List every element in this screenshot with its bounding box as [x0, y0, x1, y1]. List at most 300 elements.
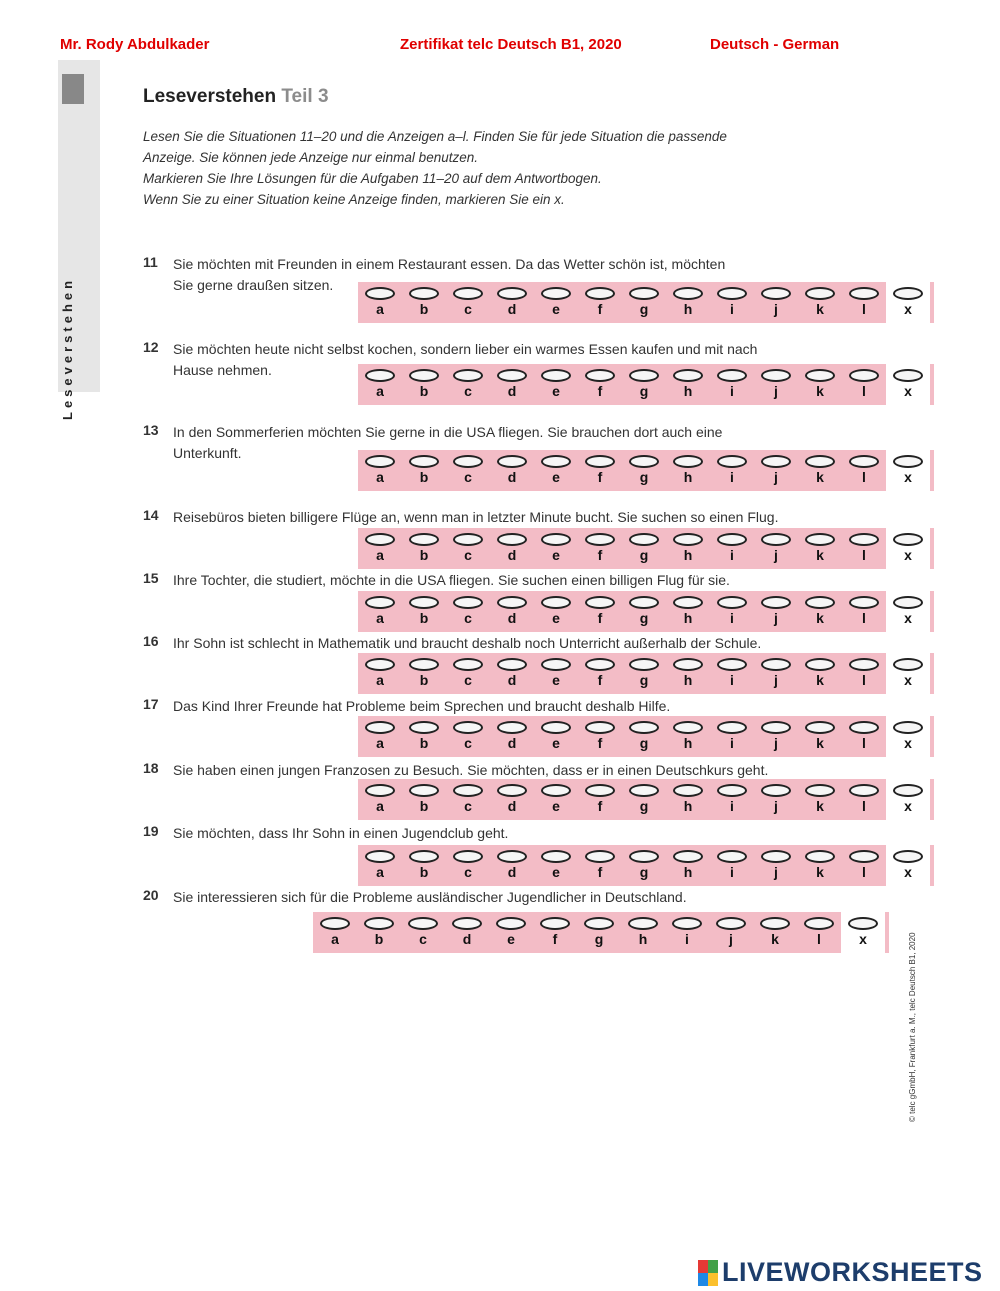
question-text-line: Sie interessieren sich für die Probleme ausländischer Jugendlicher in Deutschland. [173, 889, 687, 905]
answer-option-k[interactable] [798, 282, 842, 323]
answer-option-x[interactable] [886, 450, 930, 491]
answer-option-f[interactable] [578, 779, 622, 820]
answer-option-x[interactable] [886, 845, 930, 886]
answer-option-l[interactable] [842, 364, 886, 405]
answer-option-k[interactable] [798, 450, 842, 491]
answer-option-g[interactable] [622, 653, 666, 694]
answer-bubble[interactable] [409, 455, 439, 468]
answer-bubble[interactable] [805, 784, 835, 797]
answer-bubble[interactable] [893, 533, 923, 546]
answer-option-c[interactable] [446, 653, 490, 694]
answer-bubble[interactable] [761, 455, 791, 468]
answer-option-j[interactable] [754, 450, 798, 491]
answer-bubble[interactable] [365, 369, 395, 382]
answer-option-e[interactable] [489, 912, 533, 953]
answer-option-a[interactable] [313, 912, 357, 953]
answer-option-c[interactable] [446, 716, 490, 757]
answer-option-x[interactable] [886, 779, 930, 820]
answer-option-d[interactable] [490, 653, 534, 694]
answer-bubble[interactable] [893, 287, 923, 300]
answer-option-b[interactable] [402, 282, 446, 323]
answer-letter: j [774, 735, 778, 751]
answer-bubble[interactable] [365, 850, 395, 863]
answer-option-d[interactable] [490, 282, 534, 323]
answer-option-a[interactable] [358, 591, 402, 632]
answer-option-i[interactable] [710, 591, 754, 632]
answer-bubble[interactable] [497, 287, 527, 300]
answer-bubble[interactable] [805, 533, 835, 546]
answer-bubble[interactable] [453, 658, 483, 671]
answer-bubble[interactable] [453, 287, 483, 300]
answer-bubble[interactable] [365, 455, 395, 468]
answer-option-l[interactable] [842, 528, 886, 569]
answer-bubble[interactable] [409, 287, 439, 300]
answer-option-i[interactable] [710, 716, 754, 757]
answer-option-f[interactable] [578, 845, 622, 886]
answer-bubble[interactable] [540, 917, 570, 930]
question-number: 18 [143, 760, 159, 776]
answer-bar-15 [358, 591, 934, 632]
answer-option-i[interactable] [665, 912, 709, 953]
answer-letter: h [683, 383, 693, 399]
answer-option-h[interactable] [666, 364, 710, 405]
answer-option-b[interactable] [402, 716, 446, 757]
answer-option-f[interactable] [578, 653, 622, 694]
answer-option-g[interactable] [622, 282, 666, 323]
answer-bubble[interactable] [497, 784, 527, 797]
answer-bubble[interactable] [497, 533, 527, 546]
answer-bubble[interactable] [497, 369, 527, 382]
answer-bubble[interactable] [320, 917, 350, 930]
answer-option-h[interactable] [666, 282, 710, 323]
answer-option-e[interactable] [534, 591, 578, 632]
answer-bubble[interactable] [849, 533, 879, 546]
answer-option-e[interactable] [534, 845, 578, 886]
answer-option-k[interactable] [798, 653, 842, 694]
answer-option-c[interactable] [446, 845, 490, 886]
answer-letter: j [729, 931, 733, 947]
answer-option-c[interactable] [446, 364, 490, 405]
answer-option-x[interactable] [886, 716, 930, 757]
answer-bubble[interactable] [673, 369, 703, 382]
answer-option-j[interactable] [754, 282, 798, 323]
answer-bubble[interactable] [716, 917, 746, 930]
answer-bubble[interactable] [893, 850, 923, 863]
sidebar-label: Leseverstehen [60, 276, 75, 420]
answer-bubble[interactable] [672, 917, 702, 930]
answer-bubble[interactable] [629, 850, 659, 863]
answer-option-j[interactable] [754, 779, 798, 820]
answer-option-g[interactable] [577, 912, 621, 953]
answer-option-l[interactable] [842, 716, 886, 757]
question-text [173, 507, 873, 528]
answer-bubble[interactable] [761, 533, 791, 546]
answer-option-d[interactable] [490, 528, 534, 569]
answer-bubble[interactable] [761, 658, 791, 671]
answer-bubble[interactable] [541, 533, 571, 546]
answer-bubble[interactable] [849, 287, 879, 300]
answer-option-e[interactable] [534, 653, 578, 694]
answer-bubble[interactable] [409, 658, 439, 671]
answer-bubble[interactable] [717, 455, 747, 468]
answer-option-j[interactable] [754, 591, 798, 632]
answer-option-g[interactable] [622, 528, 666, 569]
answer-option-a[interactable] [358, 716, 402, 757]
answer-bubble[interactable] [805, 455, 835, 468]
answer-option-b[interactable] [402, 845, 446, 886]
answer-option-a[interactable] [358, 653, 402, 694]
answer-option-e[interactable] [534, 364, 578, 405]
answer-bubble[interactable] [673, 721, 703, 734]
answer-bubble[interactable] [497, 455, 527, 468]
answer-letter: i [730, 672, 734, 688]
answer-bubble[interactable] [541, 596, 571, 609]
answer-option-g[interactable] [622, 450, 666, 491]
answer-bubble[interactable] [761, 369, 791, 382]
answer-option-j[interactable] [754, 364, 798, 405]
answer-bubble[interactable] [761, 721, 791, 734]
answer-bubble[interactable] [849, 455, 879, 468]
answer-letter: l [862, 672, 866, 688]
answer-bubble[interactable] [409, 721, 439, 734]
answer-letter: d [507, 735, 517, 751]
answer-letter: j [774, 672, 778, 688]
answer-option-b[interactable] [402, 779, 446, 820]
answer-option-l[interactable] [842, 779, 886, 820]
answer-option-k[interactable] [798, 528, 842, 569]
answer-option-j[interactable] [709, 912, 753, 953]
answer-bubble[interactable] [848, 917, 878, 930]
answer-bubble[interactable] [365, 721, 395, 734]
answer-bubble[interactable] [805, 721, 835, 734]
answer-bubble[interactable] [365, 658, 395, 671]
answer-bubble[interactable] [365, 533, 395, 546]
answer-option-c[interactable] [446, 528, 490, 569]
answer-option-i[interactable] [710, 364, 754, 405]
answer-bubble[interactable] [585, 455, 615, 468]
answer-bubble[interactable] [541, 369, 571, 382]
answer-bubble[interactable] [453, 455, 483, 468]
answer-bubble[interactable] [453, 533, 483, 546]
answer-bubble[interactable] [496, 917, 526, 930]
answer-bubble[interactable] [497, 721, 527, 734]
answer-option-a[interactable] [358, 282, 402, 323]
answer-letter: b [419, 610, 429, 626]
answer-letter: h [683, 672, 693, 688]
answer-bubble[interactable] [541, 784, 571, 797]
question-number: 17 [143, 696, 159, 712]
answer-option-g[interactable] [622, 716, 666, 757]
answer-option-d[interactable] [490, 591, 534, 632]
answer-bubble[interactable] [893, 596, 923, 609]
answer-option-d[interactable] [490, 779, 534, 820]
answer-bubble[interactable] [453, 369, 483, 382]
answer-bubble[interactable] [673, 596, 703, 609]
answer-bubble[interactable] [541, 850, 571, 863]
answer-option-f[interactable] [578, 364, 622, 405]
answer-bubble[interactable] [893, 721, 923, 734]
answer-bubble[interactable] [453, 784, 483, 797]
answer-bubble[interactable] [541, 455, 571, 468]
answer-letter: g [639, 672, 649, 688]
answer-bubble[interactable] [849, 658, 879, 671]
answer-option-a[interactable] [358, 528, 402, 569]
answer-bubble[interactable] [541, 721, 571, 734]
answer-letter: j [774, 864, 778, 880]
answer-option-e[interactable] [534, 450, 578, 491]
answer-option-i[interactable] [710, 653, 754, 694]
answer-bubble[interactable] [629, 533, 659, 546]
answer-bubble[interactable] [673, 533, 703, 546]
answer-letter: e [552, 469, 560, 485]
answer-option-f[interactable] [578, 716, 622, 757]
answer-option-c[interactable] [446, 779, 490, 820]
answer-option-g[interactable] [622, 779, 666, 820]
answer-bubble[interactable] [453, 850, 483, 863]
answer-bubble[interactable] [585, 287, 615, 300]
answer-bubble[interactable] [673, 784, 703, 797]
answer-option-i[interactable] [710, 845, 754, 886]
answer-option-d[interactable] [490, 845, 534, 886]
answer-letter: a [376, 301, 384, 317]
answer-option-x[interactable] [841, 912, 885, 953]
answer-bubble[interactable] [760, 917, 790, 930]
answer-bubble[interactable] [409, 369, 439, 382]
answer-bubble[interactable] [585, 658, 615, 671]
answer-bubble[interactable] [849, 369, 879, 382]
answer-bubble[interactable] [365, 784, 395, 797]
answer-bubble[interactable] [717, 369, 747, 382]
answer-option-b[interactable] [402, 450, 446, 491]
answer-letter: l [862, 547, 866, 563]
answer-option-j[interactable] [754, 716, 798, 757]
answer-bubble[interactable] [629, 369, 659, 382]
answer-option-k[interactable] [798, 364, 842, 405]
answer-bubble[interactable] [849, 596, 879, 609]
answer-option-g[interactable] [622, 845, 666, 886]
answer-letter: a [376, 547, 384, 563]
answer-bubble[interactable] [673, 850, 703, 863]
answer-bubble[interactable] [761, 784, 791, 797]
answer-option-f[interactable] [533, 912, 577, 953]
answer-option-j[interactable] [754, 528, 798, 569]
answer-option-a[interactable] [358, 450, 402, 491]
answer-bubble[interactable] [585, 596, 615, 609]
answer-option-j[interactable] [754, 845, 798, 886]
answer-bubble[interactable] [893, 658, 923, 671]
answer-option-i[interactable] [710, 779, 754, 820]
answer-bubble[interactable] [717, 596, 747, 609]
answer-bubble[interactable] [585, 721, 615, 734]
answer-letter: g [639, 864, 649, 880]
answer-option-d[interactable] [490, 450, 534, 491]
answer-option-f[interactable] [578, 282, 622, 323]
answer-bubble[interactable] [673, 287, 703, 300]
answer-letter: c [464, 672, 472, 688]
answer-option-c[interactable] [446, 282, 490, 323]
answer-bubble[interactable] [629, 658, 659, 671]
question-number: 12 [143, 339, 159, 355]
answer-option-h[interactable] [666, 653, 710, 694]
answer-bubble[interactable] [629, 596, 659, 609]
answer-option-h[interactable] [666, 779, 710, 820]
answer-option-b[interactable] [402, 591, 446, 632]
answer-letter: a [376, 864, 384, 880]
answer-option-c[interactable] [446, 591, 490, 632]
answer-bubble[interactable] [585, 533, 615, 546]
answer-option-b[interactable] [402, 653, 446, 694]
answer-bubble[interactable] [805, 287, 835, 300]
answer-bubble[interactable] [804, 917, 834, 930]
answer-bubble[interactable] [717, 721, 747, 734]
answer-bubble[interactable] [805, 850, 835, 863]
answer-letter: h [683, 798, 693, 814]
answer-bubble[interactable] [673, 455, 703, 468]
answer-letter: k [816, 864, 824, 880]
answer-option-i[interactable] [710, 450, 754, 491]
answer-bubble[interactable] [452, 917, 482, 930]
answer-bubble[interactable] [409, 533, 439, 546]
answer-option-l[interactable] [842, 450, 886, 491]
answer-option-f[interactable] [578, 528, 622, 569]
answer-bubble[interactable] [541, 287, 571, 300]
answer-bubble[interactable] [893, 369, 923, 382]
answer-letter: b [419, 864, 429, 880]
answer-option-l[interactable] [842, 591, 886, 632]
answer-bubble[interactable] [629, 455, 659, 468]
answer-option-b[interactable] [402, 364, 446, 405]
answer-option-d[interactable] [445, 912, 489, 953]
answer-option-i[interactable] [710, 282, 754, 323]
answer-option-e[interactable] [534, 528, 578, 569]
answer-letter: d [507, 672, 517, 688]
answer-bubble[interactable] [365, 596, 395, 609]
answer-bubble[interactable] [893, 455, 923, 468]
answer-bubble[interactable] [717, 658, 747, 671]
answer-option-a[interactable] [358, 364, 402, 405]
answer-bubble[interactable] [584, 917, 614, 930]
answer-bubble[interactable] [497, 596, 527, 609]
answer-bubble[interactable] [849, 850, 879, 863]
answer-option-a[interactable] [358, 845, 402, 886]
answer-option-k[interactable] [798, 716, 842, 757]
answer-bubble[interactable] [453, 721, 483, 734]
answer-option-h[interactable] [621, 912, 665, 953]
answer-bubble[interactable] [365, 287, 395, 300]
answer-option-k[interactable] [753, 912, 797, 953]
answer-option-l[interactable] [842, 653, 886, 694]
answer-bubble[interactable] [364, 917, 394, 930]
answer-option-l[interactable] [842, 845, 886, 886]
answer-option-j[interactable] [754, 653, 798, 694]
answer-bubble[interactable] [541, 658, 571, 671]
answer-bubble[interactable] [585, 369, 615, 382]
answer-bubble[interactable] [585, 850, 615, 863]
answer-option-k[interactable] [798, 779, 842, 820]
answer-option-d[interactable] [490, 364, 534, 405]
answer-bubble[interactable] [409, 596, 439, 609]
answer-bubble[interactable] [805, 369, 835, 382]
answer-bubble[interactable] [805, 658, 835, 671]
answer-bubble[interactable] [849, 721, 879, 734]
answer-bubble[interactable] [717, 287, 747, 300]
answer-bubble[interactable] [761, 850, 791, 863]
answer-letter: h [638, 931, 648, 947]
answer-bubble[interactable] [761, 287, 791, 300]
answer-bubble[interactable] [761, 596, 791, 609]
answer-option-f[interactable] [578, 450, 622, 491]
answer-option-d[interactable] [490, 716, 534, 757]
answer-option-c[interactable] [401, 912, 445, 953]
answer-letter: b [419, 547, 429, 563]
answer-option-e[interactable] [534, 716, 578, 757]
answer-letter: b [419, 735, 429, 751]
answer-bubble[interactable] [717, 784, 747, 797]
answer-bubble[interactable] [408, 917, 438, 930]
question-number: 20 [143, 887, 159, 903]
answer-bubble[interactable] [629, 784, 659, 797]
answer-bubble[interactable] [409, 784, 439, 797]
answer-option-e[interactable] [534, 779, 578, 820]
answer-option-f[interactable] [578, 591, 622, 632]
answer-option-k[interactable] [798, 591, 842, 632]
answer-bubble[interactable] [497, 850, 527, 863]
answer-option-a[interactable] [358, 779, 402, 820]
answer-bubble[interactable] [629, 721, 659, 734]
answer-bubble[interactable] [409, 850, 439, 863]
answer-option-x[interactable] [886, 591, 930, 632]
answer-bubble[interactable] [849, 784, 879, 797]
answer-option-b[interactable] [402, 528, 446, 569]
answer-option-h[interactable] [666, 528, 710, 569]
logo-icon [698, 1260, 718, 1286]
answer-option-b[interactable] [357, 912, 401, 953]
answer-option-x[interactable] [886, 528, 930, 569]
answer-bubble[interactable] [628, 917, 658, 930]
answer-option-x[interactable] [886, 364, 930, 405]
answer-option-l[interactable] [842, 282, 886, 323]
answer-option-x[interactable] [886, 653, 930, 694]
answer-option-g[interactable] [622, 591, 666, 632]
answer-option-c[interactable] [446, 450, 490, 491]
answer-option-l[interactable] [797, 912, 841, 953]
answer-bubble[interactable] [893, 784, 923, 797]
answer-letter: k [816, 610, 824, 626]
answer-option-h[interactable] [666, 591, 710, 632]
answer-option-h[interactable] [666, 716, 710, 757]
answer-letter: b [419, 798, 429, 814]
answer-bubble[interactable] [497, 658, 527, 671]
answer-letter: d [507, 798, 517, 814]
answer-option-x[interactable] [886, 282, 930, 323]
answer-bubble[interactable] [805, 596, 835, 609]
answer-option-h[interactable] [666, 845, 710, 886]
answer-option-i[interactable] [710, 528, 754, 569]
answer-letter: g [639, 469, 649, 485]
answer-option-e[interactable] [534, 282, 578, 323]
answer-bubble[interactable] [629, 287, 659, 300]
answer-bubble[interactable] [585, 784, 615, 797]
answer-bubble[interactable] [717, 850, 747, 863]
answer-option-h[interactable] [666, 450, 710, 491]
answer-letter: a [376, 469, 384, 485]
answer-bubble[interactable] [673, 658, 703, 671]
answer-bubble[interactable] [453, 596, 483, 609]
answer-letter: x [904, 301, 912, 317]
answer-option-g[interactable] [622, 364, 666, 405]
answer-bubble[interactable] [717, 533, 747, 546]
answer-option-k[interactable] [798, 845, 842, 886]
